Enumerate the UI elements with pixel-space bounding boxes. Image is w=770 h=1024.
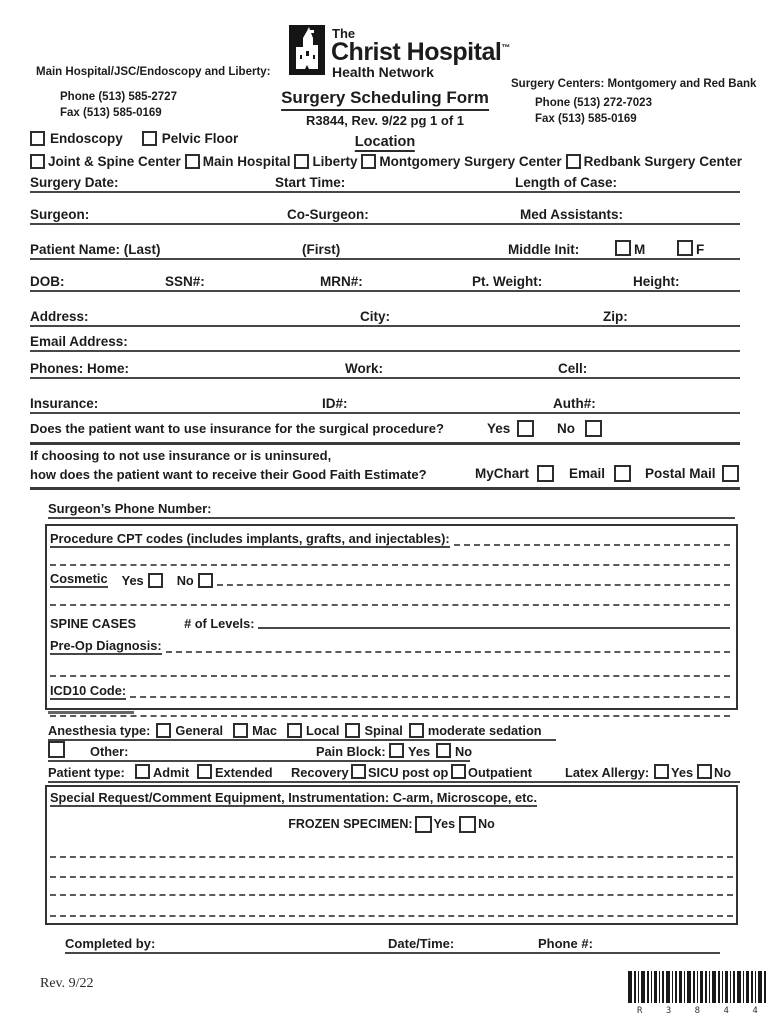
location-row-1 — [30, 131, 238, 146]
surgery-date-row[interactable] — [30, 162, 740, 193]
surgeon-phone-row[interactable] — [48, 500, 735, 519]
cosmetic-yes-label: Yes — [121, 573, 144, 588]
frozen-specimen-label: FROZEN SPECIMEN: — [288, 817, 413, 831]
barcode-text: R 3 8 4 4 — [637, 1006, 767, 1016]
zip-label: Zip: — [603, 309, 628, 324]
anesthesia-row — [48, 720, 556, 741]
logo-tm: ™ — [501, 42, 510, 53]
checkbox-cosmetic-no[interactable] — [198, 573, 213, 588]
checkbox-anesthesia-mac[interactable] — [233, 723, 248, 738]
checkbox-pelvic-floor[interactable] — [142, 131, 157, 146]
checkbox-insurance-no[interactable] — [585, 420, 602, 437]
completed-by-row[interactable] — [65, 935, 720, 954]
checkbox-anesthesia-general[interactable] — [156, 723, 171, 738]
auth-label: Auth#: — [553, 396, 596, 411]
location-label-redbank: Redbank Surgery Center — [583, 154, 742, 169]
frozen-specimen-row — [47, 809, 736, 839]
gfe-line-1: If choosing to not use insurance or is uninsured, — [30, 448, 332, 463]
gfe-row — [30, 465, 742, 485]
preop-diagnosis-label: Pre-Op Diagnosis: — [50, 638, 162, 653]
form-subtitle: R3844, Rev. 9/22 pg 1 of 1 — [306, 113, 464, 128]
location-heading: Location — [354, 134, 416, 150]
anesthesia-mac-label: Mac — [252, 723, 277, 738]
latex-allergy-label: Latex Allergy: — [565, 765, 650, 780]
start-time-label: Start Time: — [275, 175, 346, 190]
work-label: Work: — [345, 361, 384, 376]
checkbox-anesthesia-moderate-sedation[interactable] — [409, 723, 424, 738]
surgeon-label: Surgeon: — [30, 207, 90, 222]
left-facility-title: Main Hospital/JSC/Endoscopy and Liberty: — [36, 66, 271, 78]
checkbox-gfe-mychart[interactable] — [537, 465, 554, 482]
gfe-postal-label: Postal Mail — [645, 466, 716, 481]
datetime-label: Date/Time: — [388, 936, 455, 951]
cpt-blank-line-4[interactable] — [47, 700, 736, 719]
logo-the: The — [332, 26, 356, 41]
special-fill-line-1[interactable] — [50, 839, 733, 858]
insurance-no-label: No — [557, 421, 575, 436]
left-facility-fax: Fax (513) 585-0169 — [60, 107, 162, 119]
cpt-procedure-label: Procedure CPT codes (includes implants, grafts, and injectables): — [50, 531, 450, 546]
cpt-procedure-fill-line[interactable] — [454, 541, 730, 546]
city-label: City: — [360, 309, 390, 324]
checkbox-sex-m[interactable] — [615, 240, 631, 256]
section-divider-1 — [30, 442, 740, 445]
patient-recovery-label: Recovery — [291, 765, 349, 780]
patient-first-label: (First) — [302, 242, 341, 257]
anesthesia-other-label: Other: — [90, 744, 129, 759]
pt-weight-label: Pt. Weight: — [472, 274, 543, 289]
checkbox-anesthesia-local[interactable] — [287, 723, 302, 738]
height-label: Height: — [633, 274, 680, 289]
gfe-mychart-label: MyChart — [475, 466, 530, 481]
cpt-blank-line-3[interactable] — [47, 655, 736, 679]
checkbox-gfe-postal[interactable] — [722, 465, 739, 482]
icd10-fill-line[interactable] — [130, 693, 730, 698]
anesthesia-local-label: Local — [306, 723, 340, 738]
location-label-main-hospital: Main Hospital — [202, 154, 291, 169]
id-label: ID#: — [322, 396, 348, 411]
location-label-pelvic-floor: Pelvic Floor — [161, 131, 239, 146]
checkbox-anesthesia-other[interactable] — [48, 741, 65, 758]
right-facility-phone: Phone (513) 272-7023 — [535, 97, 652, 109]
anesthesia-moderate-sedation-label: moderate sedation — [427, 723, 542, 738]
stray-line — [48, 711, 134, 714]
spine-cases-label: SPINE CASES — [50, 616, 137, 631]
dob-row[interactable] — [30, 261, 740, 292]
checkbox-frozen-yes[interactable] — [415, 816, 432, 833]
insurance-question-row — [30, 420, 740, 440]
preop-diagnosis-row[interactable] — [47, 631, 736, 655]
anesthesia-other-row[interactable] — [48, 741, 473, 762]
surgeon-row[interactable] — [30, 194, 740, 225]
anesthesia-general-label: General — [175, 723, 224, 738]
icd10-row[interactable] — [47, 679, 736, 700]
checkbox-pain-block-yes[interactable] — [389, 743, 404, 758]
logo-name: Christ Hospital™ — [331, 38, 510, 66]
patient-last-label: Patient Name: (Last) — [30, 242, 161, 257]
checkbox-frozen-no[interactable] — [459, 816, 476, 833]
cosmetic-label: Cosmetic — [50, 571, 108, 586]
cpt-blank-line-2[interactable] — [47, 588, 736, 608]
patient-type-row — [48, 762, 740, 783]
christ-hospital-logo-icon — [289, 25, 325, 75]
insurance-question: Does the patient want to use insurance for the surgical procedure? — [30, 421, 444, 436]
checkbox-insurance-yes[interactable] — [517, 420, 534, 437]
checkbox-gfe-email[interactable] — [614, 465, 631, 482]
special-fill-line-2[interactable] — [50, 858, 733, 878]
location-label-endoscopy: Endoscopy — [50, 131, 123, 146]
revision-note: Rev. 9/22 — [40, 976, 94, 991]
completed-by-label: Completed by: — [65, 936, 156, 951]
ssn-label: SSN#: — [165, 274, 205, 289]
levels-label: # of Levels: — [184, 616, 255, 631]
insurance-label: Insurance: — [30, 396, 99, 411]
gfe-email-label: Email — [569, 466, 606, 481]
anesthesia-spinal-label: Spinal — [364, 723, 403, 738]
checkbox-patient-extended-recovery[interactable] — [197, 764, 212, 779]
preop-fill-line[interactable] — [166, 648, 730, 653]
mrn-label: MRN#: — [320, 274, 363, 289]
dob-label: DOB: — [30, 274, 65, 289]
right-facility-title: Surgery Centers: Montgomery and Red Bank — [511, 78, 757, 90]
frozen-no-label: No — [478, 817, 495, 831]
sex-m-label: M — [634, 242, 646, 257]
cosmetic-row[interactable] — [47, 568, 736, 588]
pain-block-no-label: No — [455, 744, 473, 759]
cosmetic-no-label: No — [176, 573, 194, 588]
middle-init-label: Middle Init: — [508, 242, 580, 257]
patient-name-row[interactable] — [30, 229, 740, 260]
patient-outpatient-label: Outpatient — [468, 765, 532, 780]
checkbox-anesthesia-spinal[interactable] — [345, 723, 360, 738]
form-title: Surgery Scheduling Form — [281, 88, 489, 111]
gfe-line-2: how does the patient want to receive their Good Faith Estimate? — [30, 467, 427, 482]
email-label: Email Address: — [30, 334, 128, 349]
checkbox-patient-sicu[interactable] — [351, 764, 366, 779]
special-request-box[interactable] — [45, 785, 738, 925]
cell-label: Cell: — [558, 361, 588, 376]
checkbox-pain-block-no[interactable] — [436, 743, 451, 758]
special-fill-line-3[interactable] — [50, 878, 733, 896]
checkbox-endoscopy[interactable] — [30, 131, 45, 146]
cpt-codes-box[interactable] — [45, 524, 738, 710]
checkbox-latex-no[interactable] — [697, 764, 712, 779]
special-fill-line-4[interactable] — [50, 896, 733, 917]
barcode — [628, 971, 766, 1016]
icd10-label: ICD10 Code: — [50, 683, 127, 698]
checkbox-patient-admit[interactable] — [135, 764, 150, 779]
frozen-yes-label: Yes — [433, 817, 456, 831]
length-of-case-label: Length of Case: — [515, 175, 618, 190]
checkbox-latex-yes[interactable] — [654, 764, 669, 779]
anesthesia-label: Anesthesia type: — [48, 723, 151, 738]
special-request-heading: Special Request/Comment Equipment, Instrumentation: C-arm, Microscope, etc. — [50, 790, 538, 805]
levels-fill-line[interactable] — [258, 624, 730, 629]
barcode-bars-icon — [628, 971, 766, 1003]
patient-admit-label: Admit — [153, 765, 190, 780]
latex-yes-label: Yes — [671, 765, 694, 780]
cpt-blank-line-1[interactable] — [47, 548, 736, 568]
checkbox-patient-outpatient[interactable] — [451, 764, 466, 779]
footer-phone-label: Phone #: — [538, 936, 593, 951]
cosmetic-fill-line[interactable] — [217, 581, 730, 586]
spine-cases-row[interactable] — [47, 608, 736, 631]
location-label-montgomery: Montgomery Surgery Center — [379, 154, 562, 169]
checkbox-cosmetic-yes[interactable] — [148, 573, 163, 588]
patient-sicu-label: SICU post op — [368, 765, 449, 780]
location-label-joint-spine: Joint & Spine Center — [48, 154, 181, 169]
med-assistants-label: Med Assistants: — [520, 207, 624, 222]
surgery-date-label: Surgery Date: — [30, 175, 119, 190]
phones-home-label: Phones: Home: — [30, 361, 130, 376]
pain-block-yes-label: Yes — [408, 744, 431, 759]
insurance-row[interactable] — [30, 384, 740, 414]
checkbox-sex-f[interactable] — [677, 240, 693, 256]
sex-f-label: F — [696, 242, 705, 257]
latex-no-label: No — [714, 765, 732, 780]
address-label: Address: — [30, 309, 89, 324]
patient-type-label: Patient type: — [48, 765, 125, 780]
location-label-liberty: Liberty — [312, 154, 358, 169]
insurance-yes-label: Yes — [487, 421, 511, 436]
surgeon-phone-label: Surgeon’s Phone Number: — [48, 501, 212, 516]
left-facility-phone: Phone (513) 585-2727 — [60, 91, 177, 103]
co-surgeon-label: Co-Surgeon: — [287, 207, 369, 222]
phones-row[interactable] — [30, 349, 740, 379]
pain-block-label: Pain Block: — [316, 744, 386, 759]
cpt-procedure-row[interactable] — [47, 528, 736, 548]
email-row[interactable] — [30, 322, 740, 352]
right-facility-fax: Fax (513) 585-0169 — [535, 113, 637, 125]
patient-extended-label: Extended — [215, 765, 273, 780]
section-divider-2 — [30, 487, 740, 490]
logo-network: Health Network — [332, 64, 434, 80]
